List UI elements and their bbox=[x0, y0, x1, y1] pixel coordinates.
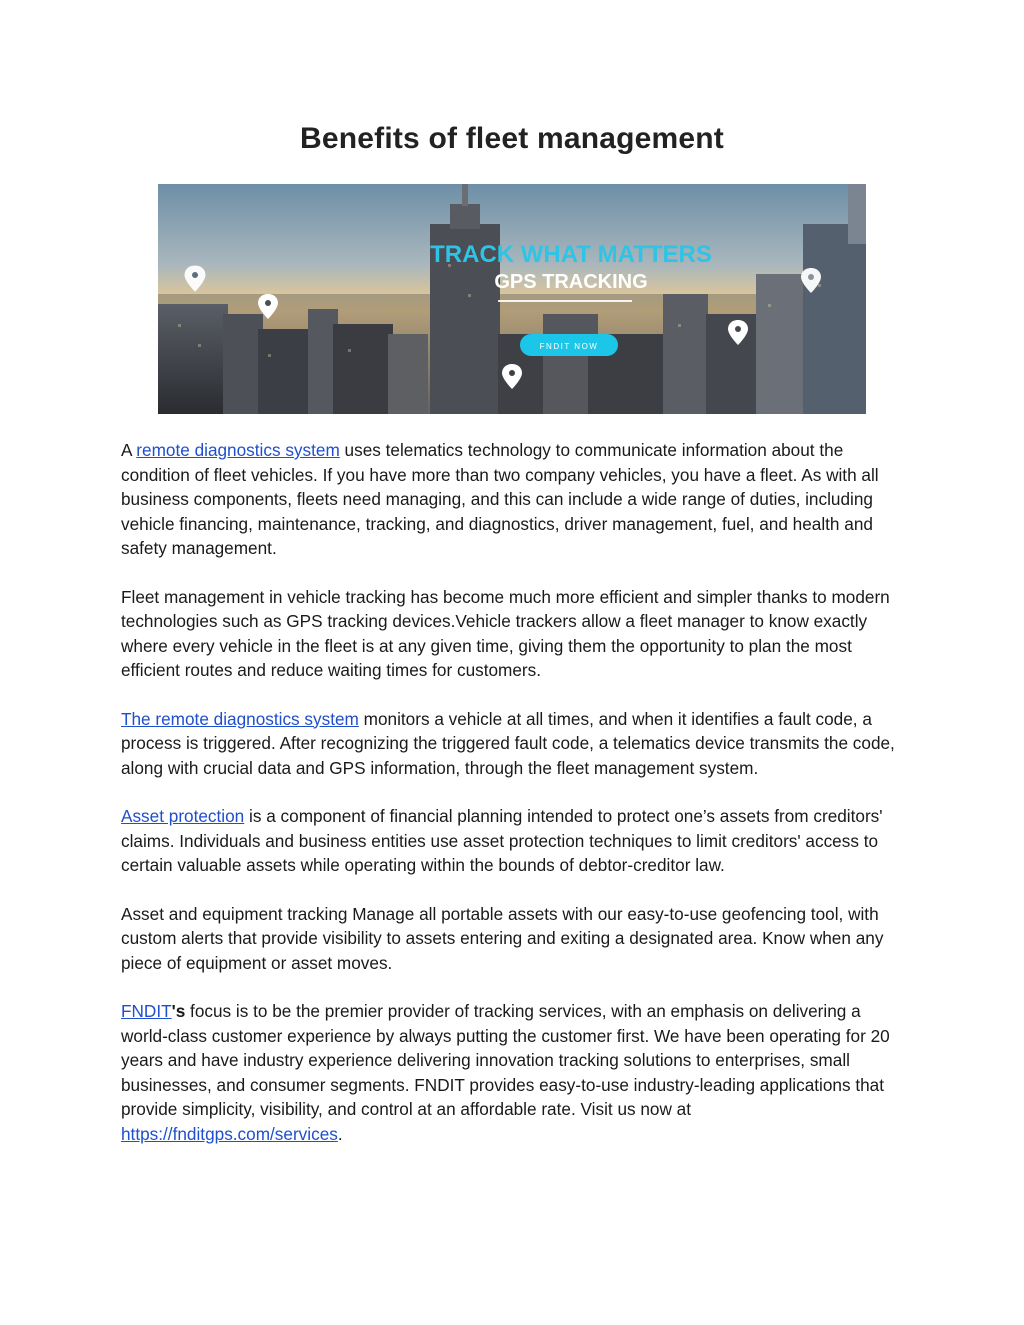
banner-headline: TRACK WHAT MATTERS bbox=[430, 241, 712, 268]
text-span: 's bbox=[171, 1001, 186, 1021]
paragraph-2: Fleet management in vehicle tracking has become much more efficient and simpler thanks to modern technologies such as GPS tracking devices.Vehicle trackers allow a fleet manager to know exactly where every vehicle in the fleet is at any given time, giving them the opportunity to plan the most efficient routes and reduce waiting times for customers. bbox=[121, 586, 890, 680]
text-span: . bbox=[337, 1123, 343, 1144]
remote-diagnostics-system-link[interactable]: The remote diagnostics system bbox=[121, 708, 359, 729]
paragraph-5: Asset and equipment tracking Manage all portable assets with our easy-to-use geofencing tool, with custom alerts that provide visibility to assets entering and exiting a designated area. Know when any piece of equipment or asset moves. bbox=[121, 903, 884, 973]
text-span: uses telematics technology to communicate information about the condition of fleet vehicles. If you have more than two company vehicles, you have a fleet. As with all business components, fleets need managing, and this can include a wide range of duties, including vehicle financing, maintenance, tracking, and diagnostics, driver management, fuel, and health and safety management. bbox=[121, 440, 879, 558]
text-span: A bbox=[121, 440, 137, 460]
text-span: monitors a vehicle at all times, and when it identifies a fault code, a process is triggered. After recognizing the triggered fault code, a telematics device transmits the code, along with crucial data and GPS information, through the fleet management system. bbox=[121, 708, 895, 778]
banner-cta-label: FNDIT NOW bbox=[539, 342, 599, 351]
text-span: is a component of financial planning intended to protect one’s assets from creditors' claims. Individuals and business entities use asset protection techniques to limit creditors' access to certain valuable assets while operating within the bounds of debtor-creditor law. bbox=[121, 806, 883, 875]
page-title: Benefits of fleet management bbox=[299, 122, 725, 155]
remote-diagnostics-link[interactable]: remote diagnostics system bbox=[136, 440, 340, 460]
banner-image bbox=[158, 184, 866, 414]
paragraph-6 bbox=[121, 999, 911, 1146]
paragraph-4 bbox=[121, 804, 911, 878]
paragraph-3 bbox=[121, 707, 911, 781]
banner-subheadline: GPS TRACKING bbox=[494, 271, 648, 293]
asset-protection-link[interactable]: Asset protection bbox=[121, 806, 245, 826]
paragraph-1 bbox=[121, 438, 911, 561]
services-url-link[interactable]: https://fnditgps.com/services bbox=[121, 1123, 338, 1144]
article-body bbox=[121, 438, 911, 1170]
fndit-link[interactable]: FNDIT bbox=[121, 1001, 172, 1021]
text-span: focus is to be the premier provider of tracking services, with an emphasis on delivering a world-class customer experience by always putting the customer first. We have been operating for 20 years and have industry experience delivering innovation tracking solutions to enterprises, small businesses, and consumer segments. FNDIT provides easy-to-use industry-leading applications that provide simplicity, visibility, and control at an affordable rate. Visit us now at bbox=[121, 1001, 890, 1119]
